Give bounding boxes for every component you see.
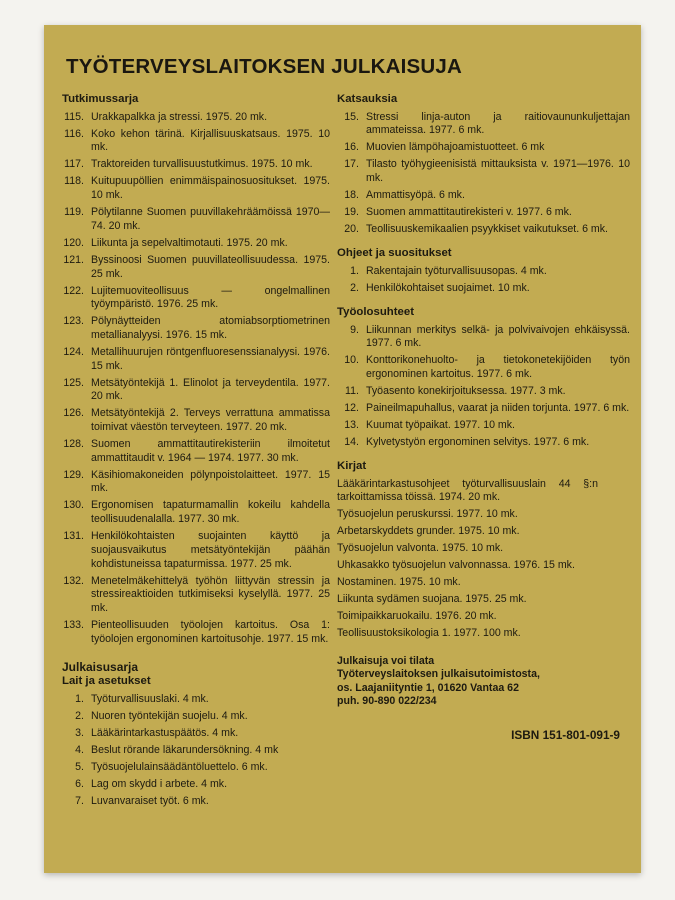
item-text: Traktoreiden turvallisuustutkimus. 1975. 10 mk. (91, 158, 313, 171)
item-text: Muovien lämpöhajoamistuotteet. 6 mk (366, 141, 545, 154)
item-number: 122. (63, 284, 84, 297)
order-line: Työterveyslaitoksen julkaisutoimistosta, (337, 668, 540, 681)
book-item: Työsuojelun valvonta. 1975. 10 mk. (337, 542, 504, 555)
order-line: os. Laajaniityntie 1, 01620 Vantaa 62 (337, 681, 519, 694)
list-item (335, 354, 630, 381)
list-item (60, 315, 330, 342)
item-text: Suomen ammattitautirekisteri v. 1977. 6 mk. (366, 206, 572, 219)
item-number: 1. (350, 264, 359, 277)
item-number: 12. (344, 401, 359, 414)
page-title: TYÖTERVEYSLAITOKSEN JULKAISUJA (66, 55, 462, 78)
tutkimussarja-heading: Tutkimussarja (62, 93, 139, 105)
book-item: Työsuojelun peruskurssi. 1977. 10 mk. (337, 508, 518, 521)
list-item (60, 206, 330, 233)
item-number: 7. (75, 795, 84, 808)
item-text: Ergonomisen tapaturmamallin kokeilu kahdella teollisuudenalalla. 1977. 30 mk. (91, 499, 330, 526)
item-number: 130. (63, 499, 84, 512)
item-text: Nuoren työntekijän suojelu. 4 mk. (91, 710, 248, 723)
item-number: 118. (64, 175, 84, 188)
item-number: 20. (344, 223, 359, 236)
item-text: Teollisuuskemikaalien psyykkiset vaikutukset. 6 mk. (366, 223, 608, 236)
item-text: Konttorikonehuolto- ja tietokonetekijöiden työn ergonominen kartoitus. 1977. 6 mk. (366, 354, 630, 380)
ohjeet-heading: Ohjeet ja suositukset (337, 247, 452, 260)
item-text: Pienteollisuuden työolojen kartoitus. Osa 1: työolojen ergonominen kartoitusohje. 1977. 15 mk. (91, 618, 330, 645)
list-item (60, 693, 330, 707)
item-number: 19. (344, 206, 359, 219)
list-item (60, 530, 330, 571)
item-number: 2. (350, 281, 359, 294)
item-text: Liikunta ja sepelvaltimotauti. 1975. 20 mk. (91, 236, 288, 249)
item-number: 10. (344, 354, 359, 367)
katsauksia-heading: Katsauksia (337, 93, 398, 105)
item-number: 6. (75, 778, 84, 791)
list-item (335, 436, 630, 450)
item-number: 126. (63, 407, 84, 420)
book-item: Lääkärintarkastusohjeet työturvallisuuslain 44 §:n tarkoittamissa töissä. 1974. 20 mk. (337, 477, 598, 504)
book-item: Uhkasakko työsuojelun valvonnassa. 1976. 15 mk. (337, 559, 575, 572)
item-number: 121. (63, 253, 84, 266)
item-text: Metallihuurujen röntgenfluoresenssianalyysi. 1976. 15 mk. (91, 345, 330, 372)
right-column (335, 93, 630, 742)
list-item (335, 282, 630, 296)
item-number: 1. (75, 693, 84, 706)
list-item (335, 402, 630, 416)
item-number: 16. (344, 141, 359, 154)
book-item: Arbetarskyddets grunder. 1975. 10 mk. (337, 525, 520, 538)
list-item (60, 499, 330, 526)
book-back-cover (44, 25, 641, 873)
list-item (60, 346, 330, 373)
left-column (60, 93, 330, 812)
list-item (60, 761, 330, 775)
item-text: Työasento konekirjoituksessa. 1977. 3 mk. (366, 384, 566, 397)
kirjat-list (335, 478, 630, 641)
item-number: 123. (63, 315, 84, 328)
order-line: Julkaisuja voi tilata (337, 655, 435, 668)
item-number: 129. (63, 468, 84, 481)
item-number: 124. (63, 345, 84, 358)
list-item (60, 744, 330, 758)
item-text: Kylvetystyön ergonominen selvitys. 1977. 6 mk. (366, 435, 590, 448)
list-item (60, 407, 330, 434)
list-item (335, 206, 630, 220)
list-item (335, 189, 630, 203)
order-info (335, 655, 630, 709)
list-item (335, 324, 630, 351)
item-text: Urakkapalkka ja stressi. 1975. 20 mk. (91, 110, 268, 123)
list-item (335, 111, 630, 138)
list-item (60, 237, 330, 251)
list-item (335, 385, 630, 399)
item-text: Kuitupuupöllien enimmäispainosuositukset. 1975. 10 mk. (91, 175, 330, 202)
item-number: 3. (75, 727, 84, 740)
item-number: 119. (64, 206, 84, 219)
item-text: Paineilmapuhallus, vaarat ja niiden torjunta. 1977. 6 mk. (366, 401, 630, 414)
list-item (60, 778, 330, 792)
item-number: 9. (350, 323, 359, 336)
list-item (60, 438, 330, 465)
list-item (60, 128, 330, 155)
list-item (335, 141, 630, 155)
item-text: Lag om skydd i arbete. 4 mk. (91, 778, 228, 791)
item-text: Liikunnan merkitys selkä- ja polvivaivojen ehkäisyssä. 1977. 6 mk. (366, 323, 630, 350)
item-number: 125. (63, 376, 84, 389)
item-number: 5. (75, 761, 84, 774)
item-text: Työturvallisuuslaki. 4 mk. (91, 693, 209, 706)
list-item (60, 285, 330, 312)
list-item (335, 223, 630, 237)
item-text: Henkilökohtaiset suojaimet. 10 mk. (366, 281, 530, 294)
item-number: 133. (63, 618, 84, 631)
item-number: 116. (64, 127, 84, 140)
kirjat-heading: Kirjat (337, 459, 367, 472)
list-item (60, 175, 330, 202)
tyoolosuhteet-heading: Työolosuhteet (337, 305, 414, 318)
item-text: Pölynäytteiden atomiabsorptiometrinen metallianalyysi. 1976. 15 mk. (91, 315, 330, 341)
item-number: 115. (64, 110, 84, 123)
item-number: 15. (344, 110, 359, 123)
isbn: ISBN 151-801-091-9 (511, 727, 620, 742)
item-number: 14. (344, 435, 359, 448)
item-text: Metsätyöntekijä 2. Terveys verrattuna ammatissa toimivat väestön terveyteen. 1977. 20 mk. (91, 407, 330, 434)
item-number: 11. (345, 384, 359, 397)
list-item (335, 158, 630, 185)
item-number: 17. (344, 158, 359, 171)
list-item (60, 111, 330, 125)
book-item: Toimipaikkaruokailu. 1976. 20 mk. (337, 610, 497, 623)
list-item (60, 254, 330, 281)
item-text: Tilasto työhygieenisistä mittauksista v. 1971—1976. 10 mk. (366, 158, 630, 185)
list-item (335, 419, 630, 433)
item-text: Byssinoosi Suomen puuvillateollisuudessa. 1975. 25 mk. (91, 253, 330, 280)
item-text: Luvanvaraiset työt. 6 mk. (91, 795, 209, 808)
book-item: Nostaminen. 1975. 10 mk. (337, 576, 461, 589)
katsauksia-list (335, 111, 630, 237)
list-item (60, 795, 330, 809)
list-item (60, 727, 330, 741)
item-text: Lääkärintarkastuspäätös. 4 mk. (91, 727, 239, 740)
list-item (60, 377, 330, 404)
item-text: Pölytilanne Suomen puuvillakehräämöissä 1970—74. 20 mk. (91, 206, 330, 232)
item-number: 13. (344, 418, 359, 431)
tutkimussarja-list (60, 111, 330, 647)
item-number: 4. (75, 744, 84, 757)
julkaisusarja-heading: Julkaisusarja (62, 659, 139, 674)
lait-list (60, 693, 330, 809)
item-text: Työsuojelulainsäädäntöluettelo. 6 mk. (91, 761, 268, 774)
list-item (335, 265, 630, 279)
lait-heading: Lait ja asetukset (62, 675, 151, 688)
item-text: Kuumat työpaikat. 1977. 10 mk. (366, 418, 515, 431)
item-number: 132. (63, 574, 84, 587)
item-text: Koko kehon tärinä. Kirjallisuuskatsaus. 1975. 10 mk. (91, 127, 330, 154)
item-text: Menetelmäkehittelyä työhön liittyvän stressin ja stressireaktioiden tutkimiseksi kyselyllä. 1977. 25 mk. (91, 574, 330, 614)
item-number: 117. (64, 158, 84, 171)
item-number: 128. (63, 438, 84, 451)
list-item (60, 575, 330, 616)
item-number: 18. (344, 189, 359, 202)
list-item (60, 710, 330, 724)
item-text: Beslut rörande läkarundersökning. 4 mk (91, 744, 279, 757)
item-text: Rakentajain työturvallisuusopas. 4 mk. (366, 264, 547, 277)
item-text: Henkilökohtaisten suojainten käyttö ja suojausvaikutus metsätyöntekijän päähän kohdistuneissa tapaturmissa. 1977. 25 mk. (91, 530, 330, 570)
book-item: Teollisuustoksikologia 1. 1977. 100 mk. (337, 627, 521, 640)
ohjeet-list (335, 265, 630, 296)
item-number: 120. (63, 236, 84, 249)
book-item: Liikunta sydämen suojana. 1975. 25 mk. (337, 593, 527, 606)
item-text: Metsätyöntekijä 1. Elinolot ja terveydentila. 1977. 20 mk. (91, 376, 330, 403)
tyoolosuhteet-list (335, 324, 630, 450)
item-text: Ammattisyöpä. 6 mk. (366, 189, 465, 202)
item-text: Lujitemuoviteollisuus — ongelmallinen työympäristö. 1976. 25 mk. (91, 284, 330, 311)
list-item (60, 158, 330, 172)
list-item (60, 469, 330, 496)
item-text: Stressi linja-auton ja raitiovaununkuljettajan ammateissa. 1977. 6 mk. (366, 110, 630, 137)
item-text: Suomen ammattitautirekisteriin ilmoitetut ammattitaudit v. 1964 — 1974. 1977. 30 mk. (91, 438, 330, 464)
item-text: Käsihiomakoneiden pölynpoistolaitteet. 1977. 15 mk. (91, 468, 330, 495)
item-number: 2. (75, 710, 84, 723)
list-item (60, 619, 330, 646)
order-line: puh. 90-890 022/234 (337, 695, 437, 708)
item-number: 131. (63, 530, 84, 543)
